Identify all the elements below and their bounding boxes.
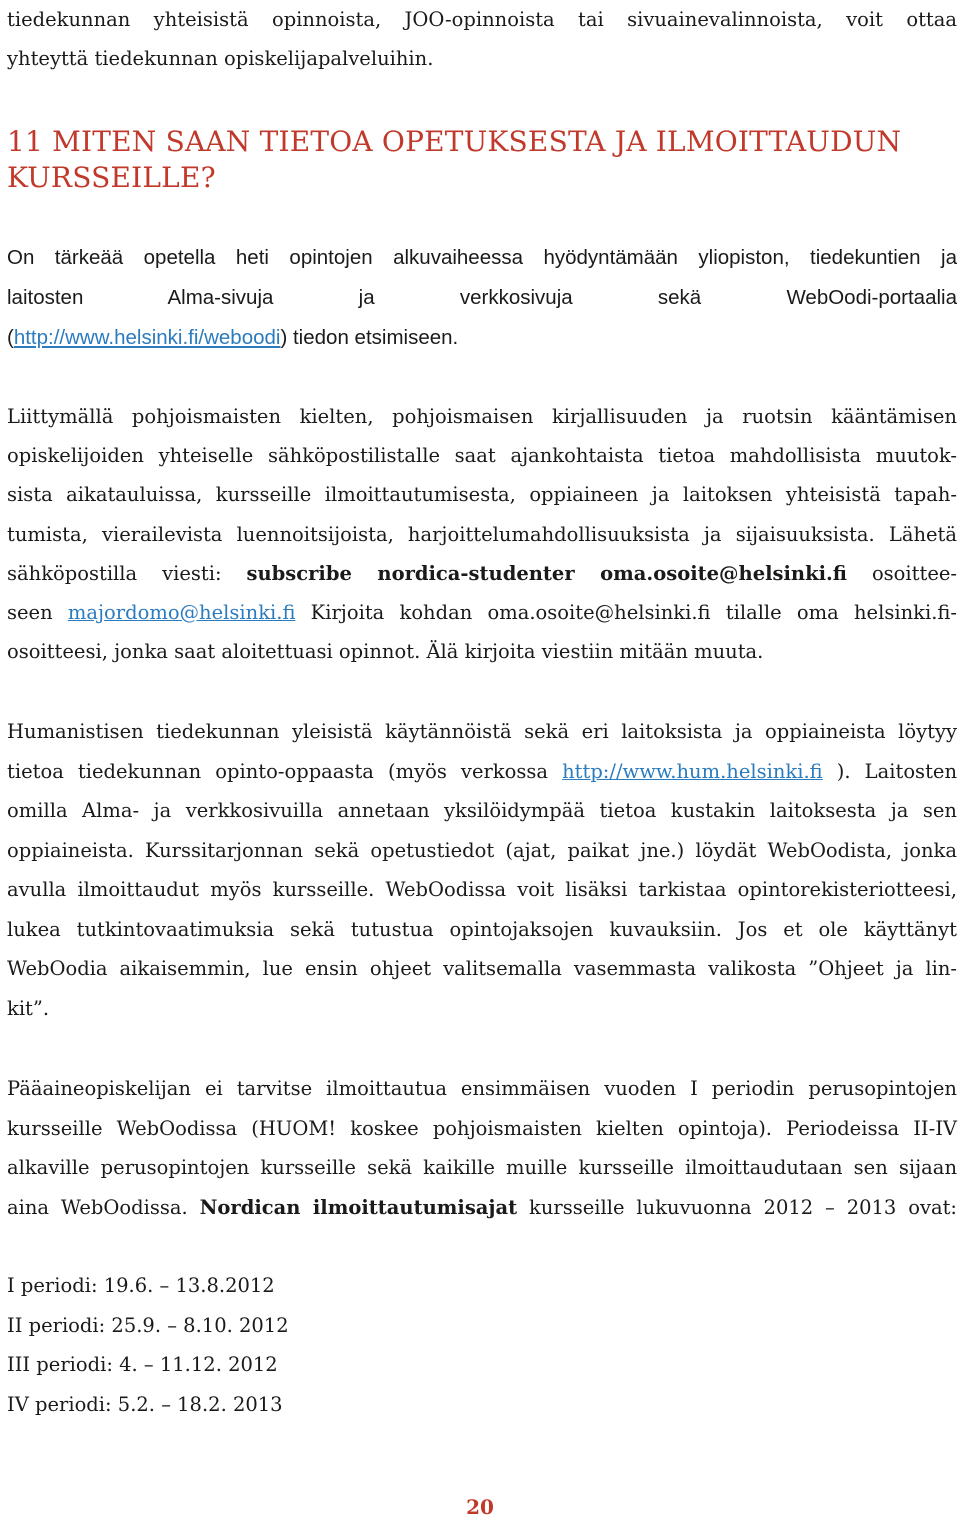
text-run: tietoa tiedekunnan opinto-oppaasta (myös verkossa — [7, 759, 563, 783]
text-run: ). Laitosten — [836, 759, 957, 783]
text-run: Kirjoita kohdan oma.osoite@helsinki.fi tilalle oma helsinki.fi- — [310, 601, 957, 625]
subscribe-command: subscribe nordica-studenter oma.osoite@helsinki.fi — [246, 561, 847, 585]
text-run: aina WebOodissa. — [7, 1195, 200, 1219]
registration-periods — [7, 1266, 957, 1424]
major-student-paragraph — [7, 1069, 957, 1227]
mailing-line — [7, 593, 957, 632]
alma-line: laitosten Alma-sivuja ja verkkosivuja sekä WebOodi-portaalia — [7, 286, 957, 309]
page-number: 20 — [466, 1495, 494, 1519]
alma-line: On tärkeää opetella heti opintojen alkuvaiheessa hyödyntämään yliopiston, tiedekuntien ja — [7, 246, 957, 269]
humanist-line: oppiaineista. Kurssitarjonnan sekä opetustiedot (ajat, paikat jne.) löydät WebOodista, jonka — [7, 838, 957, 862]
mailing-line: opiskelijoiden yhteiselle sähköpostilistalle saat ajankohtaista tietoa mahdollisista muutok- — [7, 444, 957, 468]
mailing-line: sista aikatauluissa, kursseille ilmoittautumisesta, oppiaineen ja laitoksen yhteisistä tapah- — [7, 483, 957, 507]
humanist-line: kit”. — [7, 996, 50, 1020]
text-run: osoittee- — [871, 561, 958, 585]
heading-line: 11 MITEN SAAN TIETOA OPETUKSESTA JA ILMOITTAUDUN — [7, 125, 902, 158]
humanist-line — [7, 752, 957, 792]
mailing-line: tumista, vierailevista luennoitsijoista, harjoittelumahdollisuuksista ja sijaisuuksista. Lähetä — [7, 522, 957, 546]
mailing-line — [7, 554, 957, 593]
text-run: seen — [7, 601, 68, 625]
humanist-line: Humanistisen tiedekunnan yleisistä käytännöistä sekä eri laitoksista ja oppiaineista löytyy — [7, 720, 957, 743]
majordomo-link[interactable]: majordomo@helsinki.fi — [67, 601, 296, 625]
paaaine-line: kursseille WebOodissa (HUOM! koskee pohjoismaisten kielten opintoja). Periodeissa II-IV — [7, 1116, 957, 1140]
mailing-line: Liittymällä pohjoismaisten kielten, pohjoismaisen kirjallisuuden ja ruotsin kääntämisen — [7, 405, 957, 428]
alma-line — [7, 318, 957, 358]
intro-line: tiedekunnan yhteisistä opinnoista, JOO-opinnoista tai sivuainevalinnoista, voit ottaa — [7, 8, 957, 31]
period-item: II periodi: 25.9. – 8.10. 2012 — [7, 1313, 289, 1337]
alma-tail: ) tiedon etsimiseen. — [280, 326, 459, 349]
humanities-paragraph — [7, 712, 957, 1028]
period-item: IV periodi: 5.2. – 18.2. 2013 — [7, 1392, 283, 1416]
humanist-line: lukea tutkintovaatimuksia sekä tutustua opintojaksojen kuvauksiin. Jos et ole käyttänyt — [7, 917, 957, 941]
registration-times-label: Nordican ilmoittautumisajat — [199, 1195, 518, 1219]
alma-paragraph — [7, 238, 957, 358]
mailing-line: osoitteesi, jonka saat aloitettuasi opinnot. Älä kirjoita viestiin mitään muuta. — [7, 640, 764, 664]
paaaine-line — [7, 1188, 957, 1228]
paaaine-line: Pääaineopiskelijan ei tarvitse ilmoittautua ensimmäisen vuoden I periodin perusopintojen — [7, 1077, 957, 1100]
paaaine-line: alkaville perusopintojen kursseille sekä kaikille muille kursseille ilmoittaudutaan sen sijaan — [7, 1156, 957, 1179]
paren: ( — [7, 326, 14, 349]
hum-helsinki-link[interactable]: http://www.hum.helsinki.fi — [562, 759, 823, 783]
heading-line: KURSSEILLE? — [7, 161, 216, 194]
period-item: III periodi: 4. – 11.12. 2012 — [7, 1353, 278, 1376]
section-heading — [7, 124, 957, 196]
intro-line: yhteyttä tiedekunnan opiskelijapalveluihin. — [7, 47, 434, 71]
humanist-line: WebOodia aikaisemmin, lue ensin ohjeet valitsemalla vasemmasta valikosta ”Ohjeet ja lin- — [7, 957, 957, 980]
text-run: kursseille lukuvuonna 2012 – 2013 ovat: — [529, 1195, 957, 1219]
mailing-list-paragraph — [7, 397, 957, 671]
text-run: sähköpostilla viesti: — [7, 561, 247, 585]
weboodi-link[interactable]: http://www.helsinki.fi/weboodi — [13, 326, 281, 349]
humanist-line: avulla ilmoittaudut myös kursseille. WebOodissa voit lisäksi tarkistaa opintorekisteriotteesi, — [7, 878, 957, 901]
period-item: I periodi: 19.6. – 13.8.2012 — [7, 1274, 275, 1297]
intro-paragraph — [7, 0, 957, 78]
humanist-line: omilla Alma- ja verkkosivuilla annetaan yksilöidympää tietoa kustakin laitoksesta ja sen — [7, 799, 957, 822]
